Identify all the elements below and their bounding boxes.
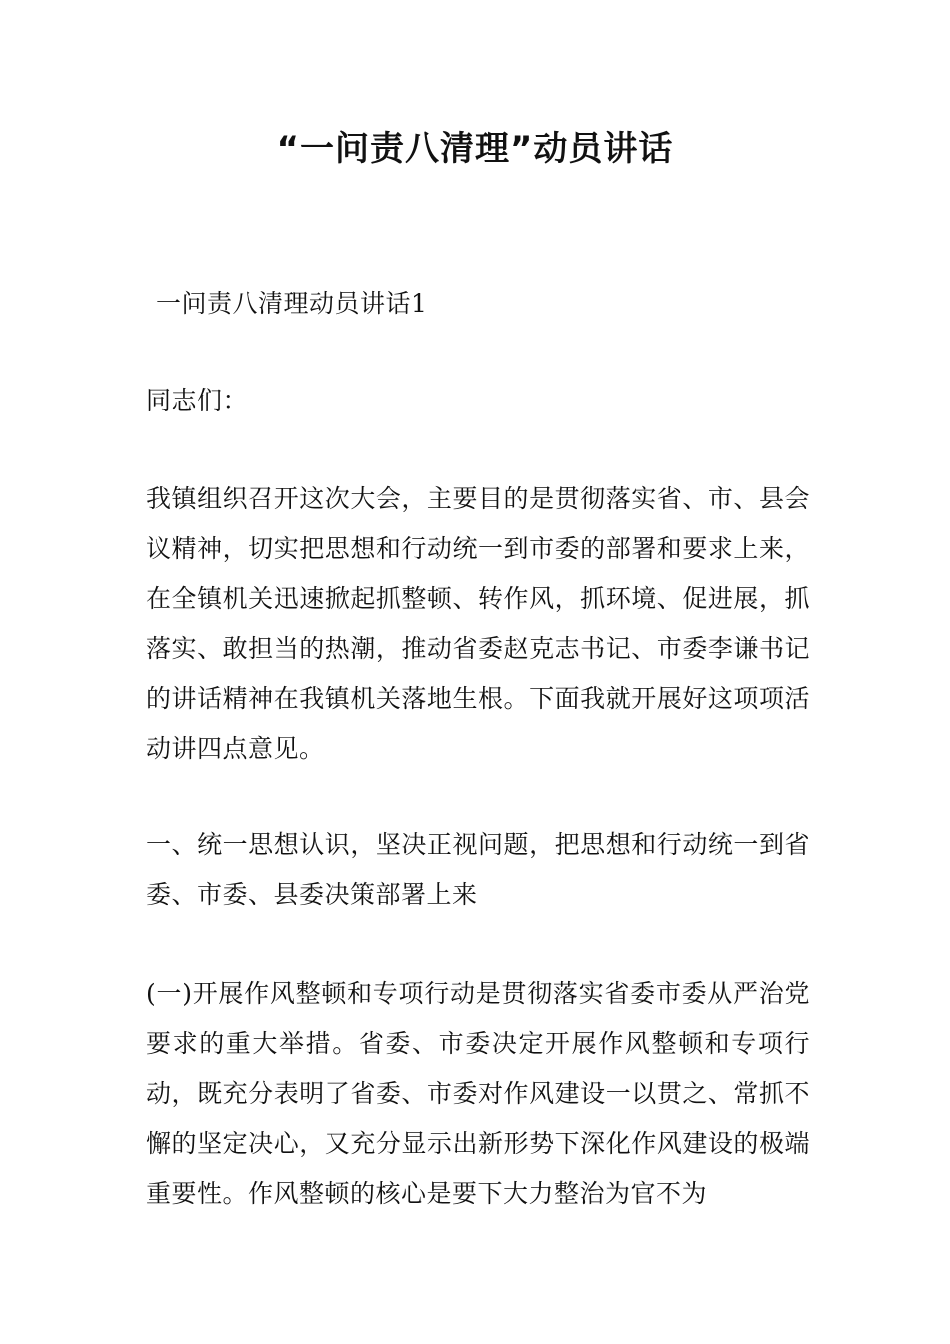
paragraph-intro: 我镇组织召开这次大会，主要目的是贯彻落实省、市、县会议精神，切实把思想和行动统一到市委的部署和要求上来，在全镇机关迅速掀起抓整顿、转作风，抓环境、促进展，抓落实、敢担当的热潮，推动省委赵克志书记、市委李谦书记的讲话精神在我镇机关落地生根。下面我就开展好这项项活动讲四点意见。	[146, 484, 810, 763]
document-title: “一问责八清理”动员讲话	[276, 129, 674, 169]
salutation: 同志们：	[146, 386, 249, 415]
section-heading-1: 一、统一思想认识，坚决正视问题，把思想和行动统一到省委、市委、县委决策部署上来	[146, 830, 810, 909]
document-subtitle: 一问责八清理动员讲话1	[156, 289, 428, 318]
paragraph-section-1-1: (一)开展作风整顿和专项行动是贯彻落实省委市委从严治党要求的重大举措。省委、市委决定开展作风整顿和专项行动，既充分表明了省委、市委对作风建设一以贯之、常抓不懈的坚定决心，又充分显示出新形势下深化作风建设的极端重要性。作风整顿的核心是要下大力整治为官不为	[146, 979, 810, 1208]
